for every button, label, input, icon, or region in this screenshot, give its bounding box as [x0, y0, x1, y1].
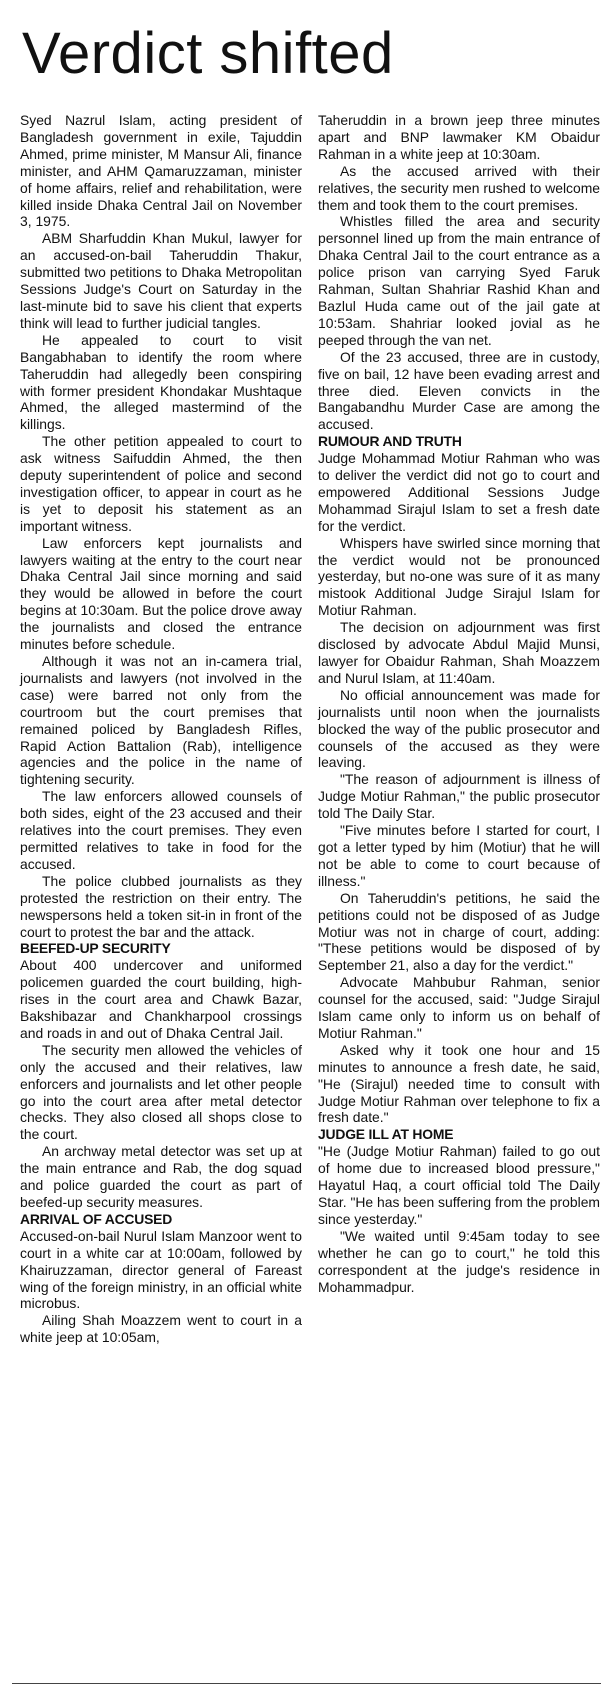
paragraph: "Five minutes before I started for court, I got a letter typed by him (Motiur) that he will not be able to come to court because of illness.": [318, 822, 600, 889]
paragraph: The police clubbed journalists as they protested the restriction on their entry. The newspersons held a token sit-in in front of the court to protest the bar and the attack.: [20, 872, 302, 940]
headline: Verdict shifted: [22, 21, 394, 86]
paragraph: He appealed to court to visit Bangabhaban to identify the room where Taheruddin had allegedly been conspiring with former president Khondakar Mushtaque Ahmed, the alleged mastermind of the killings.: [20, 331, 302, 433]
paragraph: The decision on adjournment was first disclosed by advocate Abdul Majid Munsi, lawyer for Obaidur Rahman, Shah Moazzem and Nurul Islam, at 11:40am.: [318, 619, 600, 686]
paragraph: Judge Mohammad Motiur Rahman who was to deliver the verdict did not go to court and empowered Additional Sessions Judge Mohammad Sirajul Islam to set a fresh date for the verdict.: [318, 450, 600, 534]
paragraph: No official announcement was made for journalists until noon when the journalists blocked the way of the public prosecutor and counsels of the accused as they were leaving.: [318, 686, 600, 771]
subheading-judge-ill-at-home: JUDGE ILL AT HOME: [318, 1126, 454, 1143]
paragraph: Advocate Mahbubur Rahman, senior counsel for the accused, said: "Judge Sirajul Islam came only to inform us on behalf of Motiur Rahman.": [318, 974, 600, 1041]
bottom-rule: [12, 1683, 601, 1684]
paragraph: Law enforcers kept journalists and lawyers waiting at the entry to the court near Dhaka Central Jail since morning and said they would be allowed in before the court begins at 10:30am. But the police drove away the journalists and closed the entrance minutes before schedule.: [20, 534, 302, 653]
subheading-beefed-up-security: BEEFED-UP SECURITY: [20, 940, 171, 957]
paragraph: On Taheruddin's petitions, he said the petitions could not be disposed of as Judge Motiur was not in charge of court, adding: "These petitions would be disposed of by September 21, also a day for the verdict.": [318, 889, 600, 974]
paragraph: Of the 23 accused, three are in custody, five on bail, 12 have been evading arrest and three died. Eleven convicts in the Bangabandhu Murder Case are among the accused.: [318, 348, 600, 433]
paragraph: The other petition appealed to court to ask witness Saifuddin Ahmed, the then deputy superintendent of police and second investigation officer, to appear in court as he is yet to deposit his statement as an important witness.: [20, 433, 302, 534]
paragraph: "We waited until 9:45am today to see whether he can go to court," he told this correspondent at the judge's residence in Mohammadpur.: [318, 1227, 600, 1295]
paragraph: "The reason of adjournment is illness of Judge Motiur Rahman," the public prosecutor told The Daily Star.: [318, 771, 600, 822]
paragraph: Accused-on-bail Nurul Islam Manzoor went to court in a white car at 10:00am, followed by Khairuzzaman, director general of Fareast wing of the foreign ministry, in an official white microbus.: [20, 1227, 302, 1312]
paragraph: About 400 undercover and uniformed policemen guarded the court building, high-rises in the court area and Chawk Bazar, Bakshibazar and Chankharpool crossings and roads in and out of Dhaka Central Jail.: [20, 957, 302, 1041]
paragraph: Whispers have swirled since morning that the verdict would not be pronounced yesterday, but no-one was sure of it as many mistook Additional Judge Sirajul Islam for Motiur Rahman.: [318, 534, 600, 619]
paragraph: Although it was not an in-camera trial, journalists and lawyers (not involved in the case) were barred not only from the courtroom but the court premises that remained policed by Bangladesh Rifles, Rapid Action Battalion (Rab), intelligence agencies and the police in the name of tightening security.: [20, 653, 302, 788]
paragraph: Taheruddin in a brown jeep three minutes apart and BNP lawmaker KM Obaidur Rahman in a white jeep at 10:30am.: [318, 112, 600, 162]
paragraph: Syed Nazrul Islam, acting president of Bangladesh government in exile, Tajuddin Ahmed, prime minister, M Mansur Ali, finance minister, and AHM Qamaruzzaman, minister of home affairs, relief and rehabilitation, were killed inside Dhaka Central Jail on November 3, 1975.: [20, 112, 302, 230]
paragraph: The security men allowed the vehicles of only the accused and their relatives, law enforcers and journalists and let other people go into the court area after metal detector checks. They also closed all shops close to the court.: [20, 1041, 302, 1143]
left-column: [20, 112, 302, 1346]
paragraph: As the accused arrived with their relatives, the security men rushed to welcome them and took them to the court premises.: [318, 162, 600, 213]
paragraph: ABM Sharfuddin Khan Mukul, lawyer for an accused-on-bail Taheruddin Thakur, submitted two petitions to Dhaka Metropolitan Sessions Judge's Court on Saturday in the last-minute bid to save his client that experts think will lead to further judicial tangles.: [20, 230, 302, 331]
subheading-rumour-and-truth: RUMOUR AND TRUTH: [318, 433, 462, 450]
paragraph: Asked why it took one hour and 15 minutes to announce a fresh date, he said, "He (Sirajul) needed time to consult with Judge Motiur Rahman over telephone to fix a fresh date.": [318, 1041, 600, 1126]
paragraph: "He (Judge Motiur Rahman) failed to go out of home due to increased blood pressure," Hayatul Haq, a court official told The Daily Star. "He has been suffering from the problem since yesterday.": [318, 1143, 600, 1227]
paragraph: An archway metal detector was set up at the main entrance and Rab, the dog squad and police guarded the court as part of beefed-up security measures.: [20, 1143, 302, 1210]
subheading-arrival-of-accused: ARRIVAL OF ACCUSED: [20, 1210, 173, 1227]
right-column: [318, 112, 600, 1295]
paragraph: Ailing Shah Moazzem went to court in a white jeep at 10:05am,: [20, 1312, 302, 1346]
paragraph: The law enforcers allowed counsels of both sides, eight of the 23 accused and their relatives into the court premises. They even permitted relatives to take in food for the accused.: [20, 788, 302, 872]
paragraph: Whistles filled the area and security personnel lined up from the main entrance of Dhaka Central Jail to the court entrance as a police prison van carrying Syed Faruk Rahman, Sultan Shahriar Rashid Khan and Bazlul Huda came out of the jail gate at 10:53am. Shahriar looked jovial as he peeped through the van net.: [318, 213, 600, 348]
